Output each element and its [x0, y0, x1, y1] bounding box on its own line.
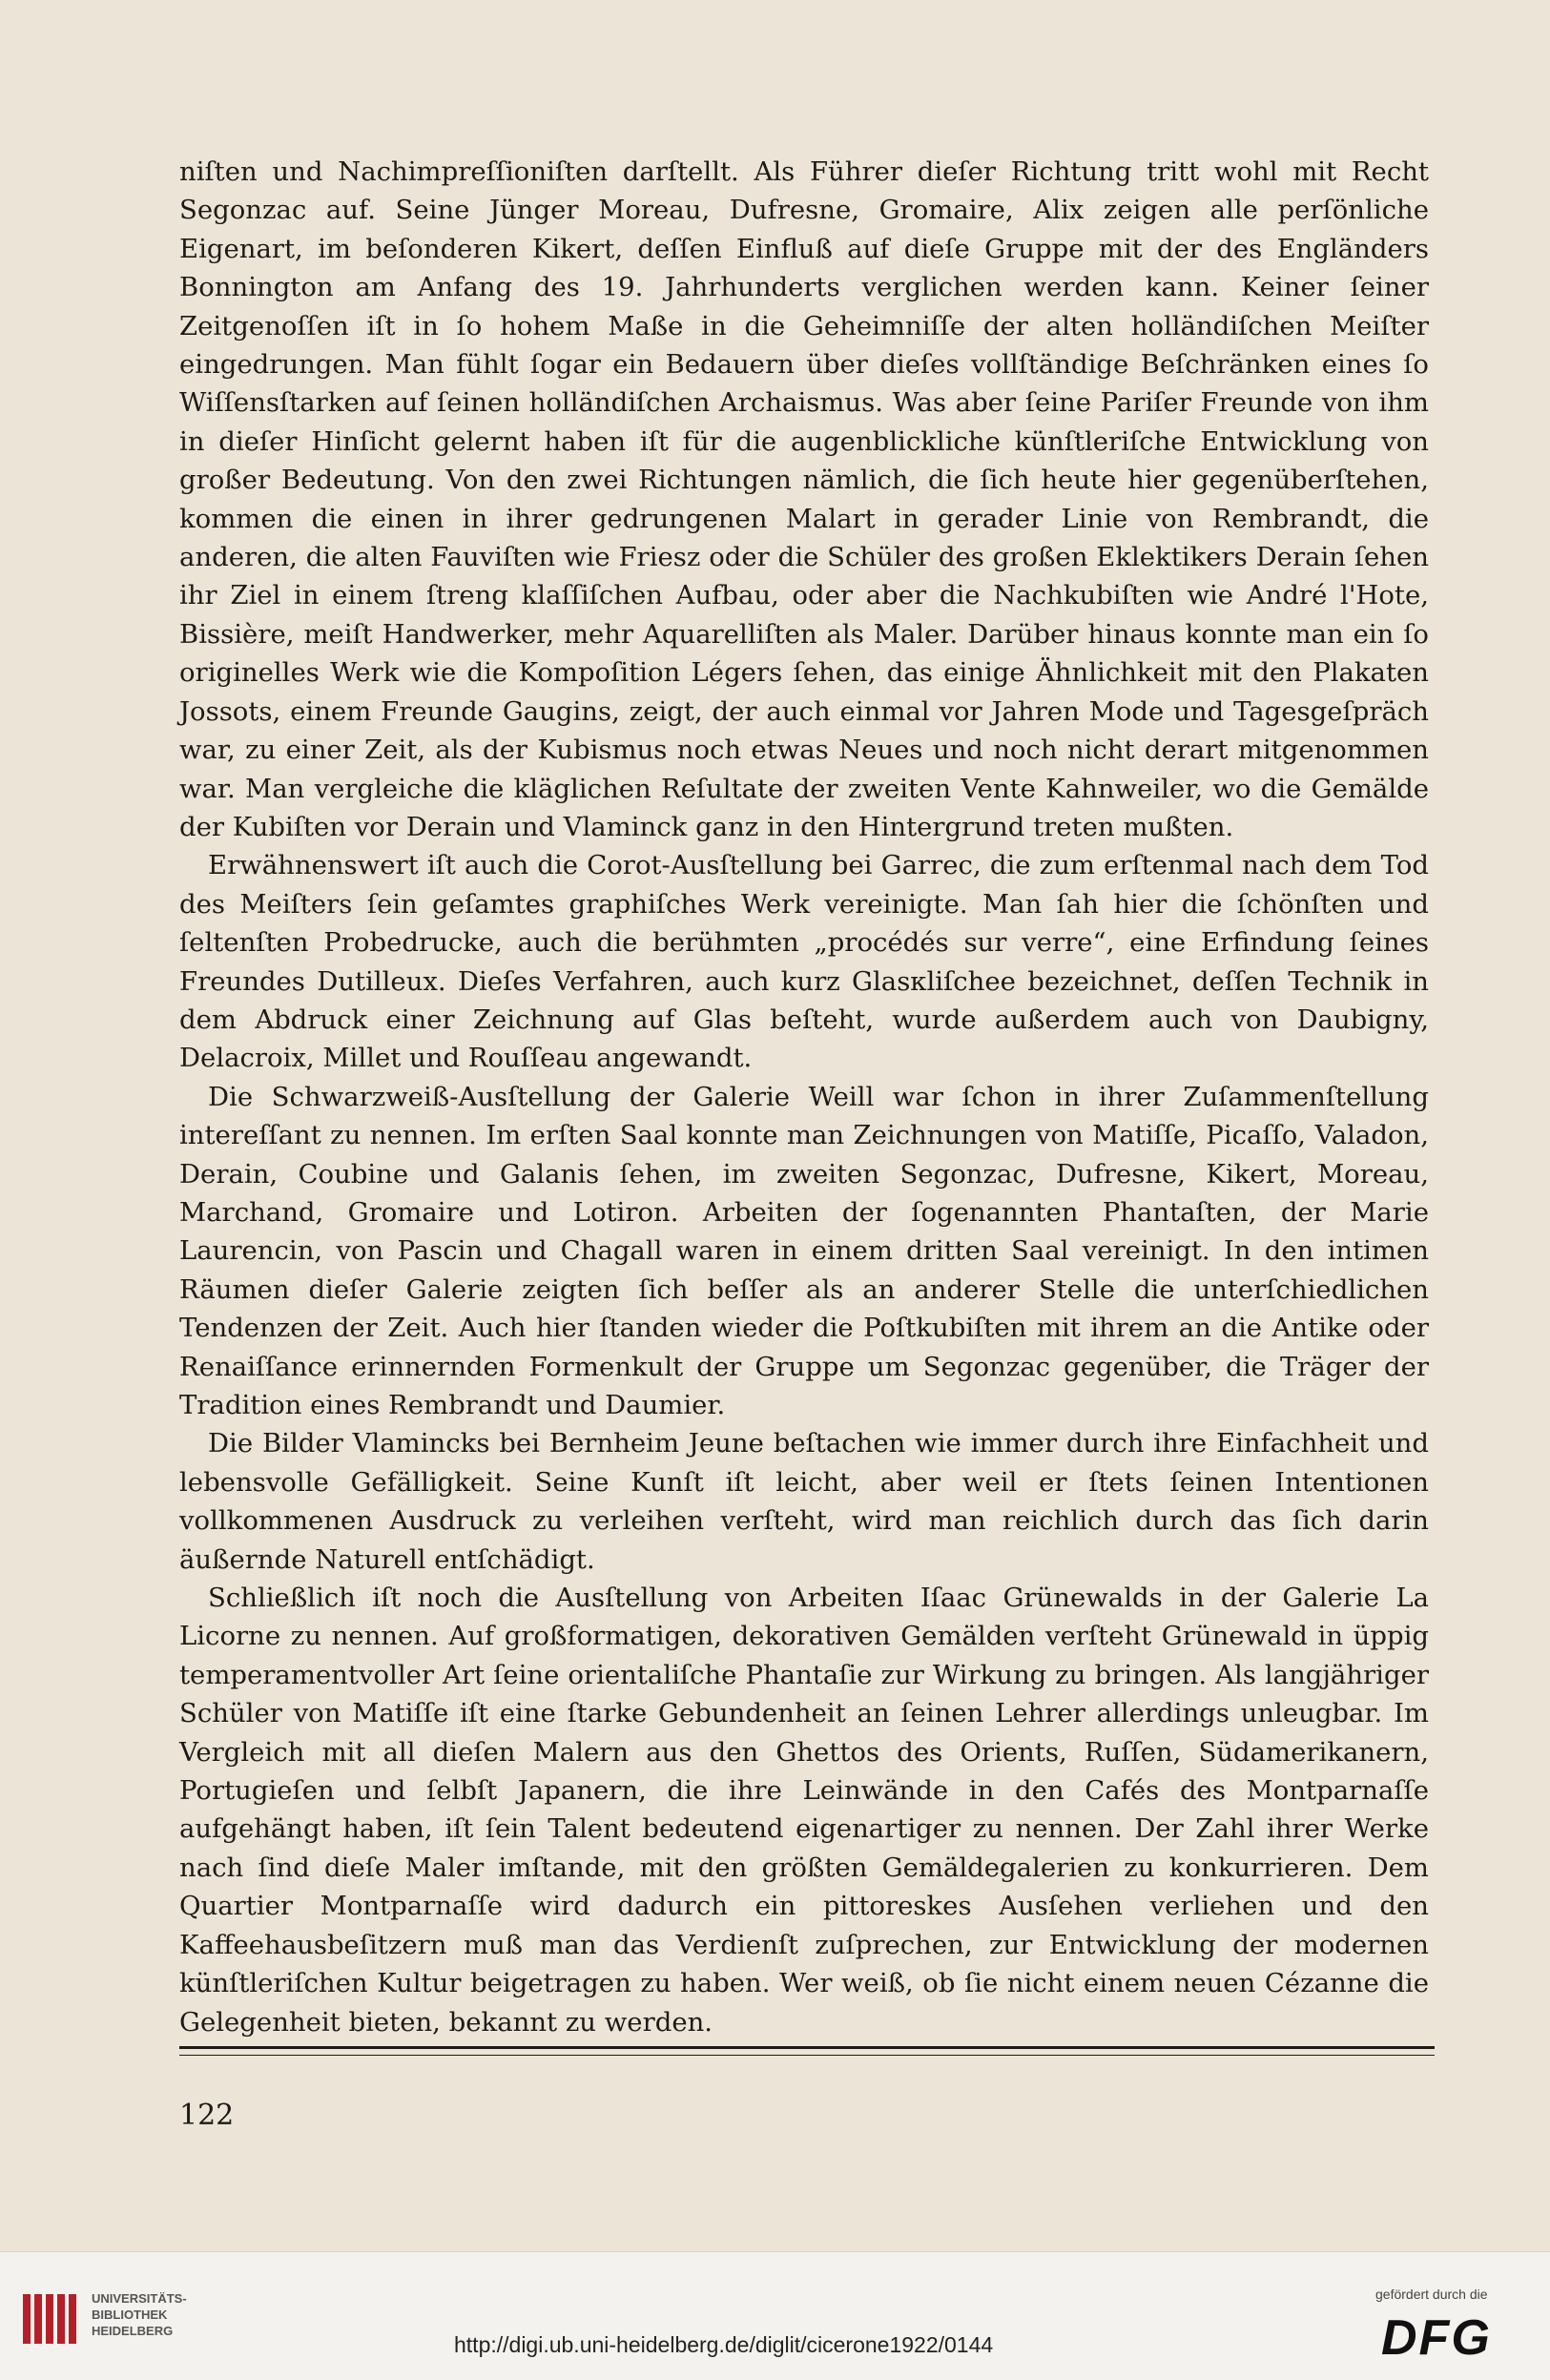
footer-rule-thick — [179, 2046, 1435, 2049]
library-name: UNIVERSITÄTS- BIBLIOTHEK HEIDELBERG — [92, 2291, 187, 2338]
article-text — [179, 153, 1429, 2041]
viewer-footer — [0, 2251, 1550, 2380]
footer-rule-thin — [179, 2055, 1435, 2056]
permalink-url[interactable]: http://digi.ub.uni-heidelberg.de/diglit/cicerone1922/0144 — [454, 2332, 994, 2357]
university-library-logo-icon — [19, 2288, 80, 2349]
paragraph-1: niſten und Nachimpreſſioniſten darſtellt. Als Führer dieſer Richtung tritt wohl mit Recht Segonzac auf. Seine Jünger Moreau, Dufresne, Gromaire, Alix zeigen alle perſönliche Eigenart, im beſonderen Kikert, deſſen Einfluß auf dieſe Gruppe mit der des Engländers Bonnington am Anfang des 19. Jahrhunderts verglichen werden kann. Keiner ſeiner Zeitgenoſſen iſt in ſo hohem Maße in die Geheimniſſe der alten holländiſchen Meiſter eingedrungen. Man fühlt ſogar ein Bedauern über dieſes vollſtändige Beſchränken eines ſo Wiſſensſtarken auf ſeinen holländiſchen Archaismus. Was aber ſeine Pariſer Freunde von ihm in dieſer Hinſicht gelernt haben iſt für die augenblickliche künſtleriſche Entwicklung von großer Bedeutung. Von den zwei Richtungen nämlich, die ſich heute hier gegenüberſtehen, kommen die einen in ihrer gedrungenen Malart in gerader Linie von Rembrandt, die anderen, die alten Fauviſten wie Friesz oder die Schüler des großen Eklektikers Derain ſehen ihr Ziel in einem ſtreng klaſſiſchen Aufbau, oder aber die Nachkubiſten wie André l'Hote, Bissière, meiſt Handwerker, mehr Aquarelliſten als Maler. Darüber hinaus konnte man ein ſo originelles Werk wie die Kompoſition Légers ſehen, das einige Ähnlichkeit mit den Plakaten Jossots, einem Freunde Gaugins, zeigt, der auch einmal vor Jahren Mode und Tagesgeſpräch war, zu einer Zeit, als der Kubismus noch etwas Neues und noch nicht derart mitgenommen war. Man vergleiche die kläglichen Reſultate der zweiten Vente Kahnweiler, wo die Gemälde der Kubiſten vor Derain und Vlaminck ganz in den Hintergrund treten mußten. — [179, 156, 1429, 842]
paragraph-2: Erwähnenswert iſt auch die Corot-Ausſtellung bei Garrec, die zum erſtenmal nach dem Tod des Meiſters ſein geſamtes graphiſches Werk vereinigte. Man ſah hier die ſchönſten und ſeltenſten Probedrucke, auch die berühmten „procédés sur verre“, eine Erfindung ſeines Freundes Dutilleux. Dieſes Verfahren, auch kurz Glasкliſchee bezeichnet, deſſen Technik in dem Abdruck einer Zeichnung auf Glas beſteht, wurde außerdem auch von Daubigny, Delacroix, Millet und Rouſſeau angewandt. — [179, 850, 1429, 1074]
paragraph-5: Schließlich iſt noch die Ausſtellung von Arbeiten Iſaac Grünewalds in der Galerie La Licorne zu nennen. Auf großformatigen, dekorativen Gemälden verſteht Grünewald in üppig temperamentvoller Art ſeine orientaliſche Phantaſie zur Wirkung zu bringen. Als langjähriger Schüler von Matiſſe iſt eine ſtarke Gebundenheit an ſeinen Lehrer allerdings unleugbar. Im Vergleich mit all dieſen Malern aus den Ghettos des Orients, Ruſſen, Südamerikanern, Portugieſen und ſelbſt Japanern, die ihre Leinwände in den Cafés des Montparnaſſe aufgehängt haben, iſt ſein Talent bedeutend eigenartiger zu nennen. Der Zahl ihrer Werke nach ſind dieſe Maler imſtande, mit den größten Gemäldegalerien zu konkurrieren. Dem Quartier Montparnaſſe wird dadurch ein pittoreskes Ausſehen verliehen und den Kaffeehausbeſitzern muß man das Verdienſt zuſprechen, zur Entwicklung der modernen künſtleriſchen Kultur beigetragen zu haben. Wer weiß, ob ſie nicht einem neuen Cézanne die Gelegenheit bieten, bekannt zu werden. — [179, 1583, 1429, 2038]
paragraph-3: Die Schwarzweiß-Ausſtellung der Galerie Weill war ſchon in ihrer Zuſammenſtellung intereſſant zu nennen. Im erſten Saal konnte man Zeichnungen von Matiſſe, Picaſſo, Valadon, Derain, Coubine und Galanis ſehen, im zweiten Segonzac, Dufresne, Kikert, Moreau, Marchand, Gromaire und Lotiron. Arbeiten der ſogenannten Phantaſten, der Marie Laurencin, von Pascin und Chagall waren in einem dritten Saal vereinigt. In den intimen Räumen dieſer Galerie zeigten ſich beſſer als an anderer Stelle die unterſchiedlichen Tendenzen der Zeit. Auch hier ſtanden wieder die Poſtkubiſten mit ihrem an die Antike oder Renaiſſance erinnernden Formenkult der Gruppe um Segonzac gegenüber, die Träger der Tradition eines Rembrandt und Daumier. — [179, 1081, 1429, 1420]
dfg-logo: DFG — [1381, 2310, 1492, 2366]
page-number: 122 — [179, 2099, 235, 2132]
funding-label: gefördert durch die — [1375, 2287, 1488, 2302]
paragraph-4: Die Bilder Vlamincks bei Bernheim Jeune beſtachen wie immer durch ihre Einfachheit und lebensvolle Gefälligkeit. Seine Kunſt iſt leicht, aber weil er ſtets ſeinen Intentionen vollkommenen Ausdruck zu verleihen verſteht, wird man reichlich durch das ſich darin äußernde Naturell entſchädigt. — [179, 1428, 1429, 1575]
